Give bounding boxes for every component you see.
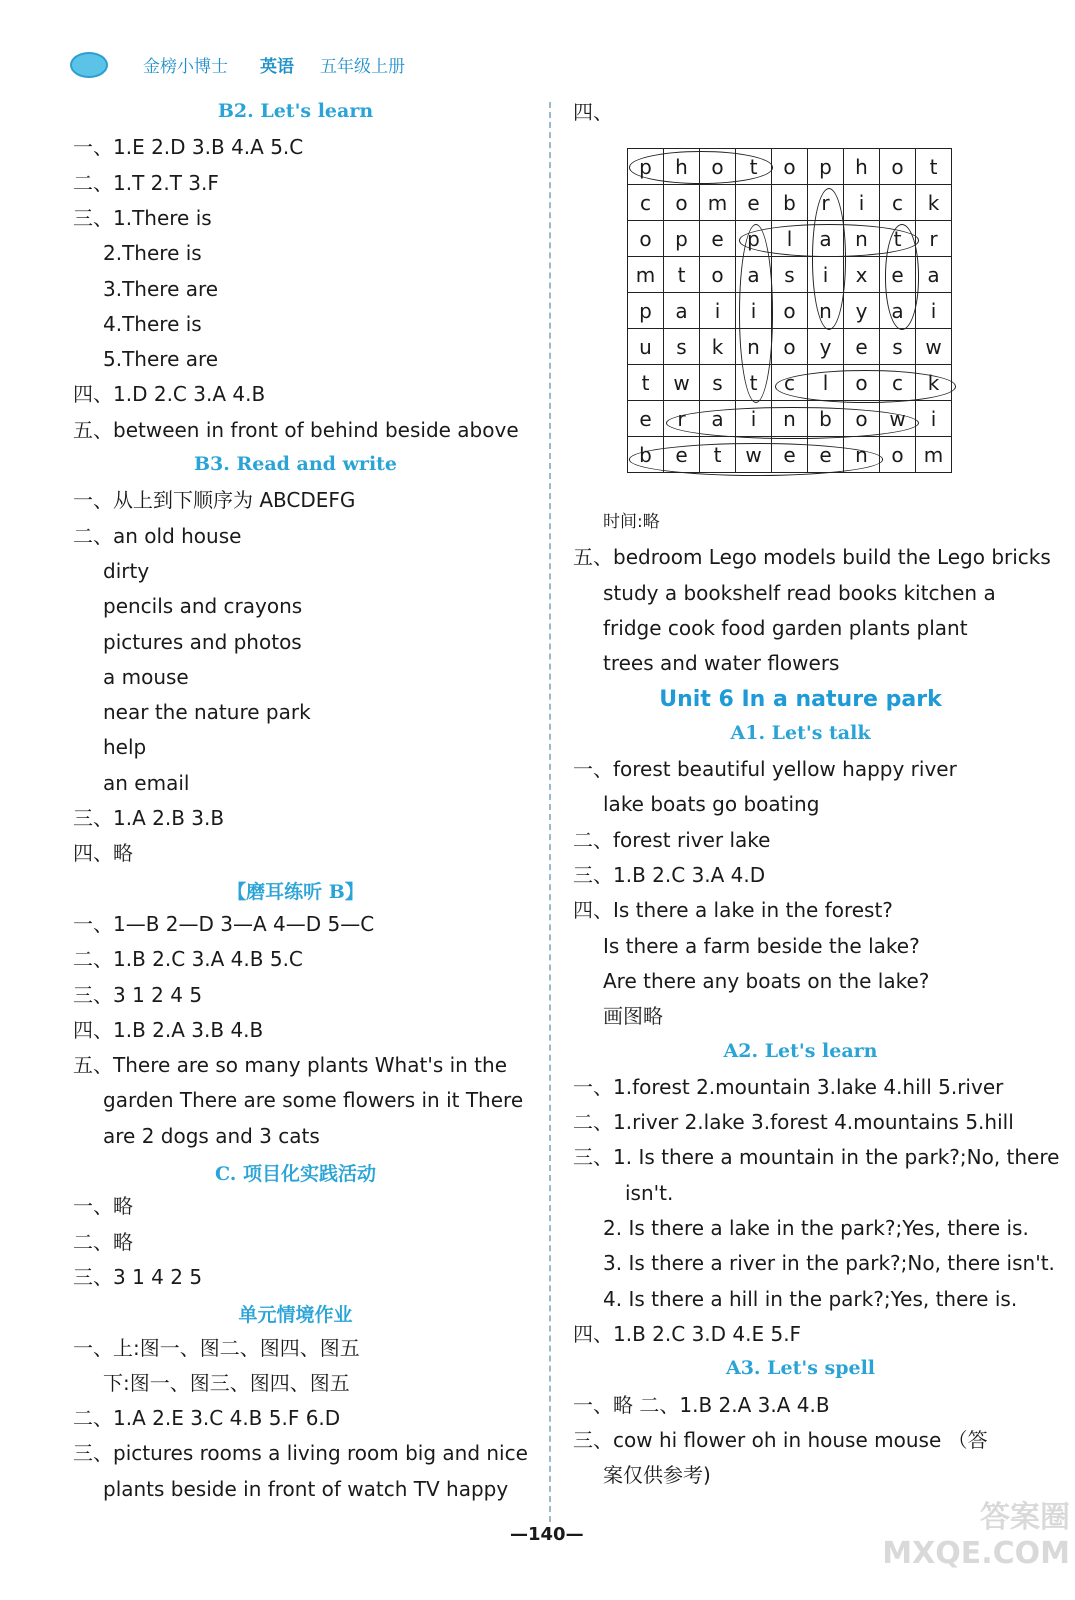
answer-line: 2. Is there a lake in the park?;Yes, there is. [603,1216,1029,1240]
grid-cell: e [628,401,664,437]
grid-cell: t [736,365,772,401]
grid-cell: i [736,293,772,329]
answer-line: 二、略 [73,1229,133,1254]
section-title: 【磨耳练听 B】 [227,880,364,903]
answer-line: pencils and crayons [103,594,303,619]
section-label-four: 四、 [573,100,613,124]
grid-cell: s [700,365,736,401]
answer-line: 四、1.B 2.A 3.B 4.B [73,1017,264,1042]
grid-cell: p [664,221,700,257]
section-title: 单元情境作业 [238,1304,353,1327]
grid-cell: o [700,257,736,293]
grid-cell: h [844,149,880,185]
grid-cell: b [772,185,808,221]
section-title: A2. Let's learn [723,1039,878,1062]
answer-line: 五、There are so many plants What's in the [73,1053,508,1078]
grid-cell: p [628,293,664,329]
section-title: C. 项目化实践活动 [214,1163,377,1185]
answer-line: near the nature park [103,700,311,725]
grid-cell: i [916,293,952,329]
answer-line: 五、between in front of behind beside above [73,417,519,442]
word-circle [629,443,883,476]
answer-line: 三、1.There is [73,205,212,230]
grid-cell: e [700,221,736,257]
grid-cell: u [628,329,664,365]
answer-line: 一、略 二、1.B 2.A 3.A 4.B [573,1392,830,1417]
word-circle [775,370,956,403]
grid-cell: s [880,329,916,365]
grid-cell: k [916,365,952,401]
answer-line: fridge cook food garden plants plant [603,615,968,640]
answer-line: 四、Is there a lake in the forest? [573,898,893,923]
column-divider [549,102,551,1522]
header-subject: 英语 [260,57,294,77]
grid-cell: e [880,257,916,293]
grid-cell: a [664,293,700,329]
grid-cell: t [700,437,736,473]
answer-line: are 2 dogs and 3 cats [103,1123,320,1148]
grid-cell: a [700,401,736,437]
grid-cell: t [736,149,772,185]
answer-line: garden There are some flowers in it There [103,1088,524,1113]
grid-cell: i [736,401,772,437]
answer-line: 二、1.B 2.C 3.A 4.B 5.C [73,947,303,972]
answer-line: lake boats go boating [603,792,820,817]
logo-icon [70,52,108,78]
grid-cell: c [880,365,916,401]
grid-cell: n [736,329,772,365]
grid-cell: o [772,329,808,365]
grid-cell: i [916,401,952,437]
word-circle [885,224,920,330]
grid-cell: p [736,221,772,257]
grid-cell: o [628,221,664,257]
grid-cell: b [628,437,664,473]
word-circle [812,188,847,330]
grid-cell: n [844,437,880,473]
answer-line: 三、1.A 2.B 3.B [73,806,225,830]
grid-cell: a [808,221,844,257]
section-title: B2. Let's learn [217,100,374,122]
answer-line: 4.There is [103,311,202,336]
answer-line: 一、1.forest 2.mountain 3.lake 4.hill 5.river [573,1074,1004,1099]
watermark: 答案圈 MXQE.COM [882,1500,1070,1571]
section-title: A3. Let's spell [725,1357,876,1380]
grid-cell: s [664,329,700,365]
grid-cell: e [808,437,844,473]
grid-cell: r [808,185,844,221]
grid-cell: o [772,149,808,185]
grid-cell: c [628,185,664,221]
answer-line: 三、3 1 2 4 5 [73,982,203,1007]
answer-line: 四、1.D 2.C 3.A 4.B [73,382,266,407]
answer-line: 一、1—B 2—D 3—A 4—D 5—C [73,911,375,936]
grid-cell: m [916,437,952,473]
grid-cell: o [880,149,916,185]
word-circle [666,407,920,440]
answer-line: 4. Is there a hill in the park?;Yes, there is. [603,1286,1018,1311]
answer-line: 5.There are [103,347,219,372]
answer-line: 一、forest beautiful yellow happy river [573,757,957,782]
grid-cell: e [772,437,808,473]
answer-line: dirty [103,558,150,583]
answer-line: 二、1.river 2.lake 3.forest 4.mountains 5.hill [573,1110,1014,1135]
answer-line: 二、forest river lake [573,827,771,852]
grid-cell: k [916,185,952,221]
answer-line: 2.There is [103,241,202,266]
grid-cell: n [844,221,880,257]
grid-cell: a [916,257,952,293]
grid-cell: o [700,149,736,185]
grid-cell: m [700,185,736,221]
grid-cell: o [772,293,808,329]
grid-cell: t [916,149,952,185]
grid-cell: p [628,149,664,185]
grid-row [628,329,952,365]
answer-line: 3.There are [103,276,219,301]
answer-line: 下:图一、图三、图四、图五 [103,1370,350,1395]
grid-cell: l [808,365,844,401]
answer-line: 一、1.E 2.D 3.B 4.A 5.C [73,135,304,160]
answer-line: 三、1. Is there a mountain in the park?;No, there [573,1145,1060,1170]
grid-cell: w [916,329,952,365]
answer-line: 五、bedroom Lego models build the Lego bricks [573,545,1051,570]
grid-cell: p [808,149,844,185]
grid-cell: r [916,221,952,257]
answer-line: 三、1.B 2.C 3.A 4.D [573,863,766,887]
grid-cell: e [664,437,700,473]
answer-line: 二、1.A 2.E 3.C 4.B 5.F 6.D [73,1406,341,1431]
grid-row [628,185,952,221]
grid-cell: i [844,185,880,221]
grid-cell: i [700,293,736,329]
answer-line: study a bookshelf read books kitchen a [603,580,996,605]
grid-cell: o [664,185,700,221]
word-circle [739,224,774,403]
page-number: —140— [510,1524,584,1545]
unit-title: Unit 6 In a nature park [659,686,942,712]
grid-cell: t [664,257,700,293]
answer-line: 二、1.T 2.T 3.F [73,170,219,195]
grid-cell: l [772,221,808,257]
grid-cell: o [880,437,916,473]
grid-cell: i [808,257,844,293]
answer-line: 二、an old house [73,523,242,548]
grid-cell: n [808,293,844,329]
grid-cell: s [772,257,808,293]
grid-cell: e [844,329,880,365]
answer-line: 三、pictures rooms a living room big and nice [73,1441,528,1466]
section-title: A1. Let's talk [730,721,871,744]
answer-line: trees and water flowers [603,651,840,676]
answer-line: plants beside in front of watch TV happy [103,1476,509,1501]
answer-line: 一、从上到下顺序为 ABCDEFG [73,488,356,513]
answer-line: a mouse [103,664,189,689]
answer-line: Are there any boats on the lake? [603,968,930,993]
answer-line: 一、上:图一、图二、图四、图五 [73,1335,360,1360]
grid-cell: t [880,221,916,257]
answer-line: 画图略 [603,1004,663,1029]
header-grade: 五年级上册 [320,57,405,77]
grid-cell: k [700,329,736,365]
answer-line: 3. Is there a river in the park?;No, there isn't. [603,1251,1055,1276]
grid-cell: a [736,257,772,293]
grid-cell: c [772,365,808,401]
word-circle [629,151,773,184]
grid-cell: o [844,401,880,437]
grid-cell: o [844,365,880,401]
grid-cell: t [628,365,664,401]
grid-cell: w [736,437,772,473]
answer-line: an email [103,770,190,795]
header-brand: 金榜小博士 [143,57,228,77]
answer-line: 时间:略 [603,512,660,532]
answer-line: 一、略 [73,1194,133,1219]
grid-cell: w [880,401,916,437]
grid-cell: c [880,185,916,221]
answer-line: 三、cow hi flower oh in house mouse （答 [573,1427,988,1452]
grid-cell: e [736,185,772,221]
grid-cell: x [844,257,880,293]
grid-cell: h [664,149,700,185]
grid-cell: y [808,329,844,365]
answer-line: 四、略 [73,841,133,866]
answer-line: 三、3 1 4 2 5 [73,1264,203,1289]
grid-cell: m [628,257,664,293]
grid-cell: y [844,293,880,329]
grid-cell: b [808,401,844,437]
answer-line: pictures and photos [103,629,302,654]
answer-line: help [103,735,147,760]
grid-cell: n [772,401,808,437]
section-title: B3. Read and write [193,453,398,475]
grid-cell: r [664,401,700,437]
grid-cell: a [880,293,916,329]
answer-line: 四、1.B 2.C 3.D 4.E 5.F [573,1321,802,1346]
answer-line: Is there a farm beside the lake? [603,933,920,958]
answer-line: isn't. [625,1180,674,1205]
grid-cell: w [664,365,700,401]
answer-line: 案仅供参考) [603,1463,711,1488]
